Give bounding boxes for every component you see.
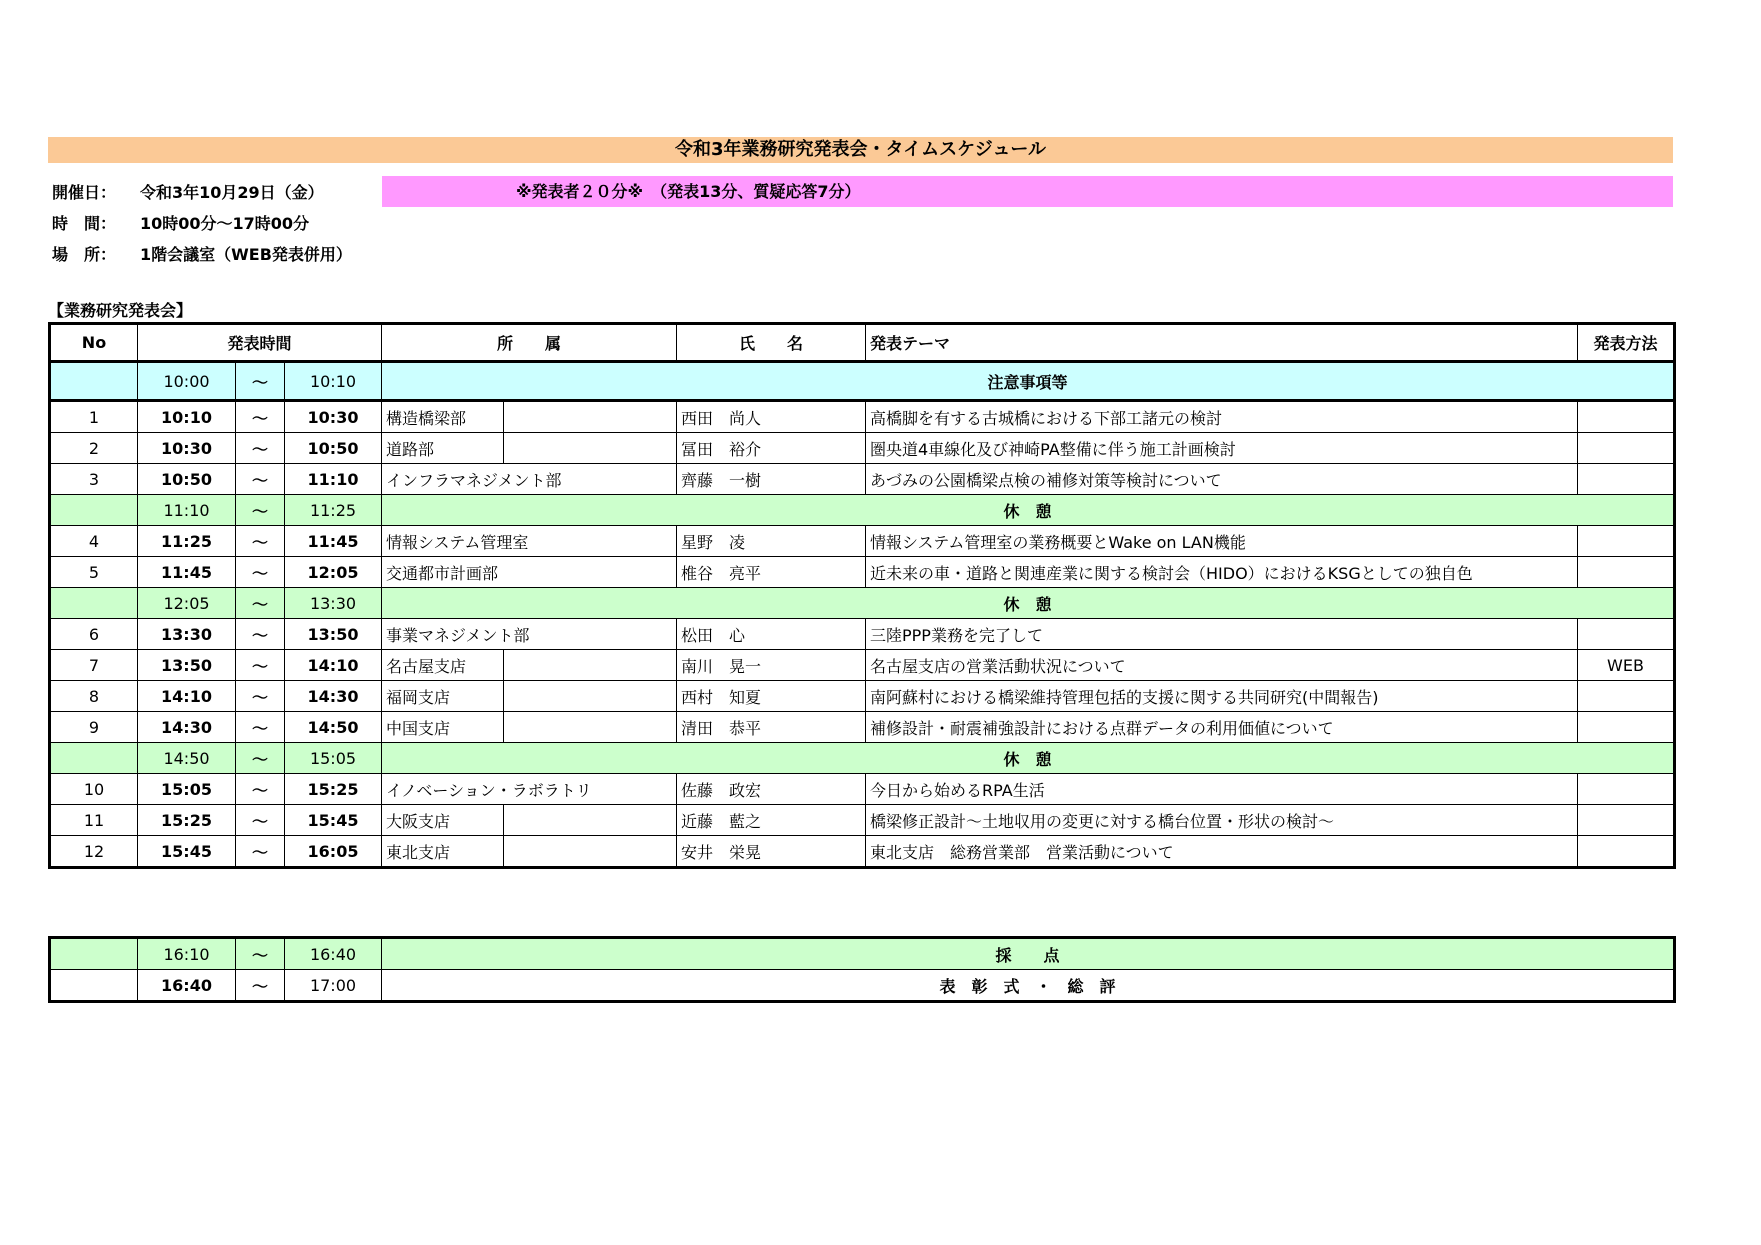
table-row (50, 619, 1675, 650)
closing-table (48, 936, 1676, 1003)
closing-row (50, 938, 1675, 970)
row-no (50, 938, 138, 970)
row-no: 4 (50, 526, 138, 557)
info-place-label: 場 所： (52, 245, 117, 264)
row-tilde: ～ (236, 938, 285, 970)
row-name: 椎谷 亮平 (677, 557, 866, 588)
break-label: 休 憩 (382, 495, 1675, 526)
row-end: 16:40 (285, 938, 382, 970)
table-row (50, 650, 1675, 681)
row-theme: 南阿蘇村における橋梁維持管理包括的支援に関する共同研究(中間報告) (866, 681, 1578, 712)
row-start: 16:10 (138, 938, 236, 970)
row-end: 15:05 (285, 743, 382, 774)
table-header (50, 324, 1675, 362)
row-start: 15:45 (138, 836, 236, 868)
row-tilde: ～ (236, 433, 285, 464)
row-tilde: ～ (236, 495, 285, 526)
row-dept: 構造橋梁部 (382, 401, 504, 433)
row-end: 15:45 (285, 805, 382, 836)
row-dept: 道路部 (382, 433, 504, 464)
row-tilde: ～ (236, 401, 285, 433)
row-name: 松田 心 (677, 619, 866, 650)
row-start: 16:40 (138, 970, 236, 1002)
row-start: 11:45 (138, 557, 236, 588)
row-dept: 中国支店 (382, 712, 504, 743)
row-dept-sub (504, 401, 677, 433)
break-row (50, 743, 1675, 774)
row-start: 10:30 (138, 433, 236, 464)
row-start: 14:30 (138, 712, 236, 743)
row-dept: 東北支店 (382, 836, 504, 868)
row-end: 11:45 (285, 526, 382, 557)
row-no (50, 743, 138, 774)
header-name: 氏 名 (677, 324, 866, 362)
presenter-note: ※発表者２０分※ （発表13分、質疑応答7分） (516, 182, 861, 201)
row-method (1578, 557, 1675, 588)
info-time-value: 10時00分～17時00分 (140, 214, 310, 233)
closing-row (50, 970, 1675, 1002)
row-start: 10:10 (138, 401, 236, 433)
row-end: 11:25 (285, 495, 382, 526)
header-theme: 発表テーマ (866, 324, 1578, 362)
row-start: 12:05 (138, 588, 236, 619)
row-tilde: ～ (236, 805, 285, 836)
header-time: 発表時間 (138, 324, 382, 362)
row-name: 冨田 裕介 (677, 433, 866, 464)
row-dept-sub (504, 712, 677, 743)
row-no: 12 (50, 836, 138, 868)
row-start: 14:50 (138, 743, 236, 774)
row-start: 15:25 (138, 805, 236, 836)
row-method (1578, 433, 1675, 464)
row-tilde: ～ (236, 836, 285, 868)
row-method (1578, 774, 1675, 805)
notice-row (50, 362, 1675, 401)
break-row (50, 588, 1675, 619)
row-dept: 事業マネジメント部 (382, 619, 677, 650)
row-end: 15:25 (285, 774, 382, 805)
row-end: 12:05 (285, 557, 382, 588)
info-date-label: 開催日： (52, 183, 117, 202)
row-method: WEB (1578, 650, 1675, 681)
row-tilde: ～ (236, 557, 285, 588)
row-no: 11 (50, 805, 138, 836)
row-tilde: ～ (236, 619, 285, 650)
row-start: 15:05 (138, 774, 236, 805)
break-label: 休 憩 (382, 588, 1675, 619)
row-no (50, 970, 138, 1002)
row-start: 10:00 (138, 362, 236, 401)
row-start: 11:25 (138, 526, 236, 557)
row-end: 11:10 (285, 464, 382, 495)
row-name: 南川 晃一 (677, 650, 866, 681)
row-name: 清田 恭平 (677, 712, 866, 743)
row-tilde: ～ (236, 712, 285, 743)
row-method (1578, 464, 1675, 495)
row-end: 10:50 (285, 433, 382, 464)
row-theme: 東北支店 総務営業部 営業活動について (866, 836, 1578, 868)
row-dept-sub (504, 836, 677, 868)
row-tilde: ～ (236, 526, 285, 557)
notice-label: 注意事項等 (382, 362, 1675, 401)
row-method (1578, 401, 1675, 433)
row-name: 佐藤 政宏 (677, 774, 866, 805)
header-no: No (50, 324, 138, 362)
table-row (50, 464, 1675, 495)
info-time (52, 211, 309, 234)
row-no (50, 495, 138, 526)
section-label: 【業務研究発表会】 (48, 301, 193, 320)
page-title: 令和3年業務研究発表会・タイムスケジュール (48, 137, 1673, 163)
row-theme: 補修設計・耐震補強設計における点群データの利用価値について (866, 712, 1578, 743)
row-end: 13:30 (285, 588, 382, 619)
row-no: 8 (50, 681, 138, 712)
row-dept: 大阪支店 (382, 805, 504, 836)
row-tilde: ～ (236, 362, 285, 401)
row-dept-sub (504, 650, 677, 681)
row-no: 10 (50, 774, 138, 805)
schedule-table (48, 322, 1676, 869)
row-start: 13:30 (138, 619, 236, 650)
row-method (1578, 619, 1675, 650)
row-theme: 三陸PPP業務を完了して (866, 619, 1578, 650)
row-name: 星野 凌 (677, 526, 866, 557)
break-label: 休 憩 (382, 743, 1675, 774)
presenter-note-banner (382, 176, 1673, 207)
row-theme: 高橋脚を有する古城橋における下部工諸元の検討 (866, 401, 1578, 433)
row-no: 7 (50, 650, 138, 681)
row-end: 16:05 (285, 836, 382, 868)
row-end: 14:50 (285, 712, 382, 743)
row-name: 近藤 藍之 (677, 805, 866, 836)
row-tilde: ～ (236, 970, 285, 1002)
row-start: 10:50 (138, 464, 236, 495)
row-dept: インフラマネジメント部 (382, 464, 677, 495)
row-no: 6 (50, 619, 138, 650)
row-name: 西村 知夏 (677, 681, 866, 712)
row-theme: 情報システム管理室の業務概要とWake on LAN機能 (866, 526, 1578, 557)
row-end: 10:10 (285, 362, 382, 401)
row-tilde: ～ (236, 774, 285, 805)
table-row (50, 526, 1675, 557)
table-row (50, 774, 1675, 805)
row-dept: 情報システム管理室 (382, 526, 677, 557)
row-theme: 名古屋支店の営業活動状況について (866, 650, 1578, 681)
row-start: 14:10 (138, 681, 236, 712)
table-row (50, 401, 1675, 433)
row-theme: 圏央道4車線化及び神崎PA整備に伴う施工計画検討 (866, 433, 1578, 464)
row-theme: あづみの公園橋梁点検の補修対策等検討について (866, 464, 1578, 495)
row-tilde: ～ (236, 464, 285, 495)
row-dept: 名古屋支店 (382, 650, 504, 681)
row-method (1578, 805, 1675, 836)
row-end: 17:00 (285, 970, 382, 1002)
row-end: 13:50 (285, 619, 382, 650)
header-method: 発表方法 (1578, 324, 1675, 362)
row-dept-sub (504, 681, 677, 712)
table-row (50, 712, 1675, 743)
row-dept-sub (504, 805, 677, 836)
info-time-label: 時 間： (52, 214, 117, 233)
row-tilde: ～ (236, 588, 285, 619)
row-dept: 福岡支店 (382, 681, 504, 712)
table-row (50, 557, 1675, 588)
row-name: 齊藤 一樹 (677, 464, 866, 495)
row-dept: イノベーション・ラボラトリ (382, 774, 677, 805)
info-place (52, 242, 352, 265)
row-method (1578, 712, 1675, 743)
row-method (1578, 836, 1675, 868)
info-date-value: 令和3年10月29日（金） (140, 183, 324, 202)
info-place-value: 1階会議室（WEB発表併用） (140, 245, 352, 264)
table-row (50, 805, 1675, 836)
row-name: 安井 栄晃 (677, 836, 866, 868)
row-theme: 橋梁修正設計～土地収用の変更に対する橋台位置・形状の検討～ (866, 805, 1578, 836)
row-method (1578, 526, 1675, 557)
row-tilde: ～ (236, 650, 285, 681)
closing-label: 採 点 (382, 938, 1675, 970)
row-dept-sub (504, 433, 677, 464)
row-start: 11:10 (138, 495, 236, 526)
row-theme: 今日から始めるRPA生活 (866, 774, 1578, 805)
table-row (50, 433, 1675, 464)
row-no: 3 (50, 464, 138, 495)
row-start: 13:50 (138, 650, 236, 681)
break-row (50, 495, 1675, 526)
row-name: 西田 尚人 (677, 401, 866, 433)
closing-label: 表 彰 式 ・ 総 評 (382, 970, 1675, 1002)
info-date (52, 180, 324, 203)
row-theme: 近未来の車・道路と関連産業に関する検討会（HIDO）におけるKSGとしての独自色 (866, 557, 1578, 588)
row-no: 9 (50, 712, 138, 743)
row-end: 14:10 (285, 650, 382, 681)
row-end: 14:30 (285, 681, 382, 712)
table-row (50, 681, 1675, 712)
row-no: 1 (50, 401, 138, 433)
row-tilde: ～ (236, 681, 285, 712)
row-method (1578, 681, 1675, 712)
header-dept: 所 属 (382, 324, 677, 362)
row-tilde: ～ (236, 743, 285, 774)
row-end: 10:30 (285, 401, 382, 433)
row-no (50, 588, 138, 619)
row-no: 5 (50, 557, 138, 588)
row-dept: 交通都市計画部 (382, 557, 677, 588)
row-no: 2 (50, 433, 138, 464)
row-no (50, 362, 138, 401)
table-row (50, 836, 1675, 868)
